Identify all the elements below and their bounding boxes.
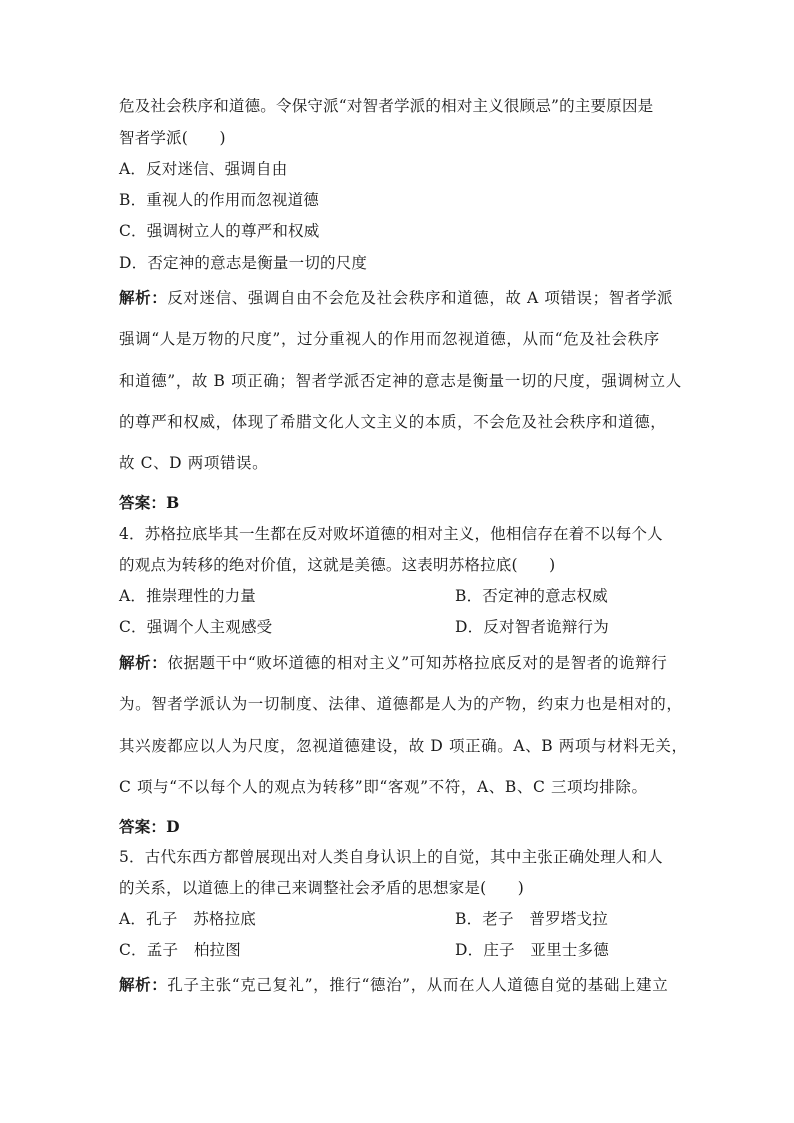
q3-analysis-line-1: 解析：反对迷信、强调自由不会危及社会秩序和道德，故 A 项错误；智者学派 bbox=[119, 288, 674, 307]
q5-option-d: D．庄子 亚里士多德 bbox=[455, 941, 609, 959]
q5-option-c: C．孟子 柏拉图 bbox=[119, 941, 241, 959]
q4-option-c: C．强调个人主观感受 bbox=[119, 618, 273, 636]
q3-analysis-line-3: 和道德”，故 B 项正确；智者学派否定神的意志是衡量一切的尺度，强调树立人 bbox=[119, 372, 682, 390]
q4-analysis-label: 解析： bbox=[119, 653, 168, 672]
q3-option-b: B．重视人的作用而忽视道德 bbox=[119, 191, 319, 209]
q3-option-a: A．反对迷信、强调自由 bbox=[119, 160, 288, 178]
q5-stem-line-2: 的关系，以道德上的律己来调整社会矛盾的思想家是( ) bbox=[119, 879, 524, 897]
q5-analysis-label: 解析： bbox=[119, 975, 168, 994]
q3-stem-line-2: 智者学派( ) bbox=[119, 129, 226, 147]
q3-analysis-label: 解析： bbox=[119, 288, 168, 307]
q4-stem-line-1: 4．苏格拉底毕其一生都在反对败坏道德的相对主义，他相信存在着不以每个人 bbox=[119, 525, 663, 543]
q5-option-b: B．老子 普罗塔戈拉 bbox=[455, 910, 608, 928]
q5-option-a: A．孔子 苏格拉底 bbox=[119, 910, 256, 928]
q4-option-b: B．否定神的意志权威 bbox=[455, 587, 608, 605]
q4-analysis-line-1: 解析：依据题干中“败坏道德的相对主义”可知苏格拉底反对的是智者的诡辩行 bbox=[119, 653, 668, 672]
q4-analysis-line-3: 其兴废都应以人为尺度，忽视道德建设，故 D 项正确。A、B 两项与材料无关， bbox=[119, 737, 688, 755]
q3-analysis-line-5: 故 C、D 两项错误。 bbox=[119, 454, 269, 472]
q4-analysis-line-2: 为。智者学派认为一切制度、法律、道德都是人为的产物，约束力也是相对的， bbox=[119, 695, 683, 713]
q3-analysis-line-2: 强调“人是万物的尺度”，过分重视人的作用而忽视道德，从而“危及社会秩序 bbox=[119, 330, 660, 348]
q4-option-a: A．推崇理性的力量 bbox=[119, 587, 256, 605]
q4-analysis-line-4: C 项与“不以每个人的观点为转移”即“客观”不符，A、B、C 三项均排除。 bbox=[119, 778, 648, 796]
q5-stem-line-1: 5．古代东西方都曾展现出对人类自身认识上的自觉，其中主张正确处理人和人 bbox=[119, 848, 663, 866]
q4-stem-line-2: 的观点为转移的绝对价值，这就是美德。这表明苏格拉底( ) bbox=[119, 556, 556, 574]
q3-answer: 答案：B bbox=[119, 493, 180, 512]
q4-answer: 答案：D bbox=[119, 817, 180, 836]
q3-option-d: D．否定神的意志是衡量一切的尺度 bbox=[119, 254, 368, 272]
q5-analysis-line-1: 解析：孔子主张“克己复礼”，推行“德治”，从而在人人道德自觉的基础上建立 bbox=[119, 975, 669, 994]
q3-option-c: C．强调树立人的尊严和权威 bbox=[119, 222, 320, 240]
q3-stem-line-1: 危及社会秩序和道德。令保守派“对智者学派的相对主义很顾忌”的主要原因是 bbox=[119, 97, 654, 115]
q3-analysis-line-4: 的尊严和权威，体现了希腊文化人文主义的本质，不会危及社会秩序和道德， bbox=[119, 413, 667, 431]
q4-option-d: D．反对智者诡辩行为 bbox=[455, 618, 609, 636]
